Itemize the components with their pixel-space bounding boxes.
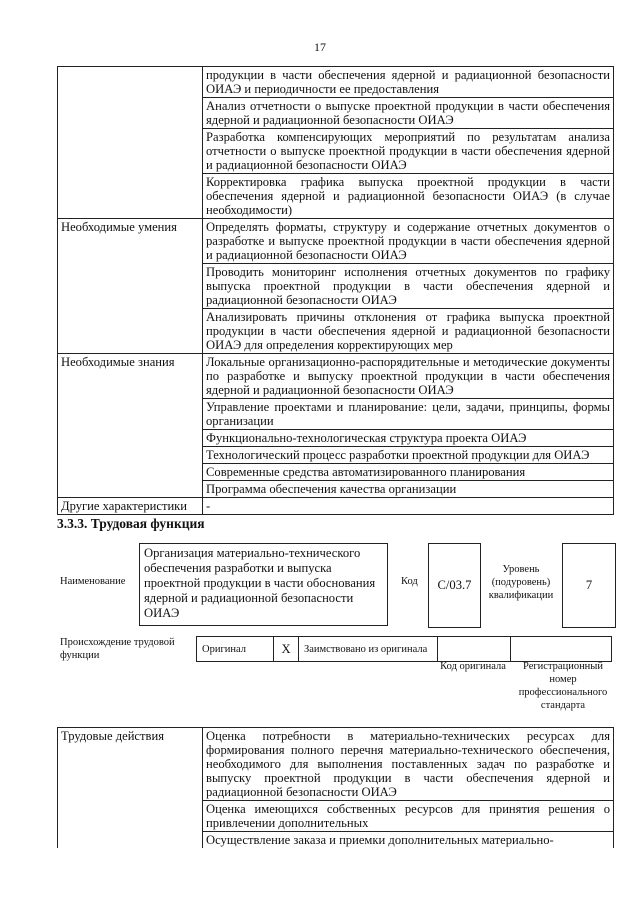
row-item: продукции в части обеспечения ядерной и радиационной безопасности ОИАЭ и периодичности ее предоставления xyxy=(203,67,614,98)
page-number: 17 xyxy=(314,40,326,54)
row-item: Корректировка графика выпуска проектной продукции в части обеспечения ядерной и радиационной безопасности ОИАЭ (в случае необходимости) xyxy=(203,174,614,219)
row-item: Современные средства автоматизированного планирования xyxy=(203,464,614,481)
row-item: Определять форматы, структуру и содержание отчетных документов о разработке и выпуске проектной продукции в части обеспечения ядерной и радиационной безопасности ОИАЭ xyxy=(203,219,614,264)
qualification-level-box: 7 xyxy=(562,543,616,628)
row-label xyxy=(58,67,203,219)
level-label: Уровень (подуровень) квалификации xyxy=(488,564,554,601)
table-row xyxy=(58,728,614,801)
table-row xyxy=(58,67,614,98)
origin-reg-caption: Регистрационный номер профессионального стандарта xyxy=(518,661,608,711)
row-item: Локальные организационно-распорядительные и методические документы по разработке и выпуску проектной продукции в части обеспечения ядерной и радиационной безопасности ОИАЭ xyxy=(203,354,614,399)
row-item: Программа обеспечения качества организации xyxy=(203,481,614,498)
row-item: Осуществление заказа и приемки дополнительных материально- xyxy=(203,832,614,849)
origin-reg-cell xyxy=(511,637,612,662)
table-row xyxy=(58,498,614,515)
row-item: Оценка потребности в материально-технических ресурсах для формирования полного перечня материально-технического обеспечения, необходимого для выполнения поставленных задач по разработке и выпуску проектной продукции в части обеспечения ядерной и радиационной безопасности ОИАЭ xyxy=(203,728,614,801)
row-label: Трудовые действия xyxy=(58,728,203,849)
table-row xyxy=(58,219,614,264)
table-row xyxy=(58,354,614,399)
row-item: - xyxy=(203,498,614,515)
origin-borrowed-cell: Заимствовано из оригинала xyxy=(299,637,438,662)
origin-original-cell: Оригинал xyxy=(197,637,274,662)
labor-actions-table xyxy=(57,727,614,848)
origin-code-cell xyxy=(438,637,511,662)
code-label: Код xyxy=(401,576,418,587)
origin-table xyxy=(196,636,612,662)
row-label: Другие характеристики xyxy=(58,498,203,515)
name-label: Наименование xyxy=(60,576,126,587)
function-name-box: Организация материально-технического обеспечения разработки и выпуска проектной продукции в части обоснования ядерной и радиационной безопасности ОИАЭ xyxy=(139,543,388,626)
origin-code-caption: Код оригинала xyxy=(440,661,506,672)
row-item: Оценка имеющихся собственных ресурсов для принятия решения о привлечении дополнительных xyxy=(203,801,614,832)
function-code-box: C/03.7 xyxy=(428,543,481,628)
row-item: Проводить мониторинг исполнения отчетных документов по графику выпуска проектной продукции в части обеспечения ядерной и радиационной безопасности ОИАЭ xyxy=(203,264,614,309)
row-item: Анализ отчетности о выпуске проектной продукции в части обеспечения ядерной и радиационной безопасности ОИАЭ xyxy=(203,98,614,129)
row-item: Функционально-технологическая структура проекта ОИАЭ xyxy=(203,430,614,447)
row-item: Технологический процесс разработки проектной продукции для ОИАЭ xyxy=(203,447,614,464)
origin-mark-cell: X xyxy=(274,637,299,662)
origin-label: Происхождение трудовой функции xyxy=(60,637,175,661)
row-item: Разработка компенсирующих мероприятий по результатам анализа отчетности о выпуске проектной продукции в части обеспечения ядерной и радиационной безопасности ОИАЭ xyxy=(203,129,614,174)
row-item: Управление проектами и планирование: цели, задачи, принципы, формы организации xyxy=(203,399,614,430)
row-label: Необходимые знания xyxy=(58,354,203,498)
competency-table xyxy=(57,66,614,515)
row-label: Необходимые умения xyxy=(58,219,203,354)
section-title: 3.3.3. Трудовая функция xyxy=(57,516,205,531)
row-item: Анализировать причины отклонения от графика выпуска проектной продукции в части обеспечения ядерной и радиационной безопасности ОИАЭ для определения корректирующих мер xyxy=(203,309,614,354)
